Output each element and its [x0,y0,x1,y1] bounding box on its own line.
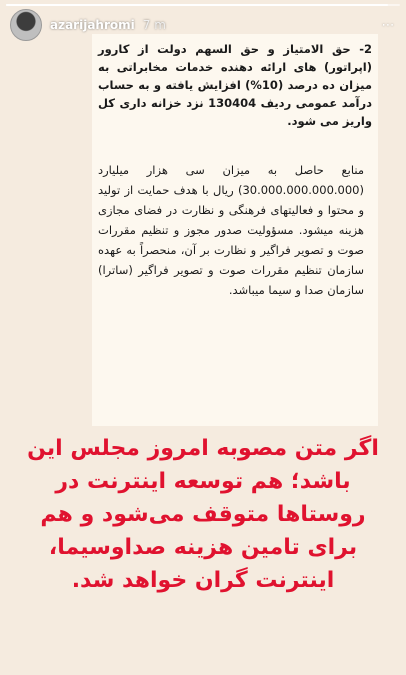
story-overlay-text: اگر متن مصوبه امروز مجلس این باشد؛ هم توسعه اینترنت در روستاها متوقف می‌شود و هم برای تامین هزینه صداوسیما، اینترنت گران خواهد شد. [27,436,379,593]
document-paragraph-2: منابع حاصل به میزان سی هزار میلیارد (30.000.000.000.000) ریال با هدف حمایت از تولید و محتوا و فعالیتهای فرهنگی و نظارت در فضای مجازی هزینه میشود. مسؤولیت صدور مجوز و تنظیم مقررات صوت و تصویر فراگیر و نظارت بر آن، منحصراً به عهده سازمان تنظیم مقررات صوت و تصویر فراگیر (ساترا) سازمان صدا و سیما میباشد. [98,163,364,297]
document-paragraph-1: 2- حق الامتیاز و حق السهم دولت از کارور (اپراتور) های ارائه دهنده خدمات مخابراتی به میزان ده درصد (10%) افزایش یافته و به حساب درآمد عمومی ردیف 130404 نزد خزانه داری کل واریز می شود. [98,42,372,128]
post-time: 7 m [142,18,166,32]
document-image [92,34,378,426]
story-progress-bar [6,4,400,6]
avatar[interactable] [10,9,42,41]
story-progress-fill [6,4,388,6]
ellipsis-icon[interactable]: ⋯ [381,17,395,33]
username[interactable]: azarijahromi [50,18,135,32]
